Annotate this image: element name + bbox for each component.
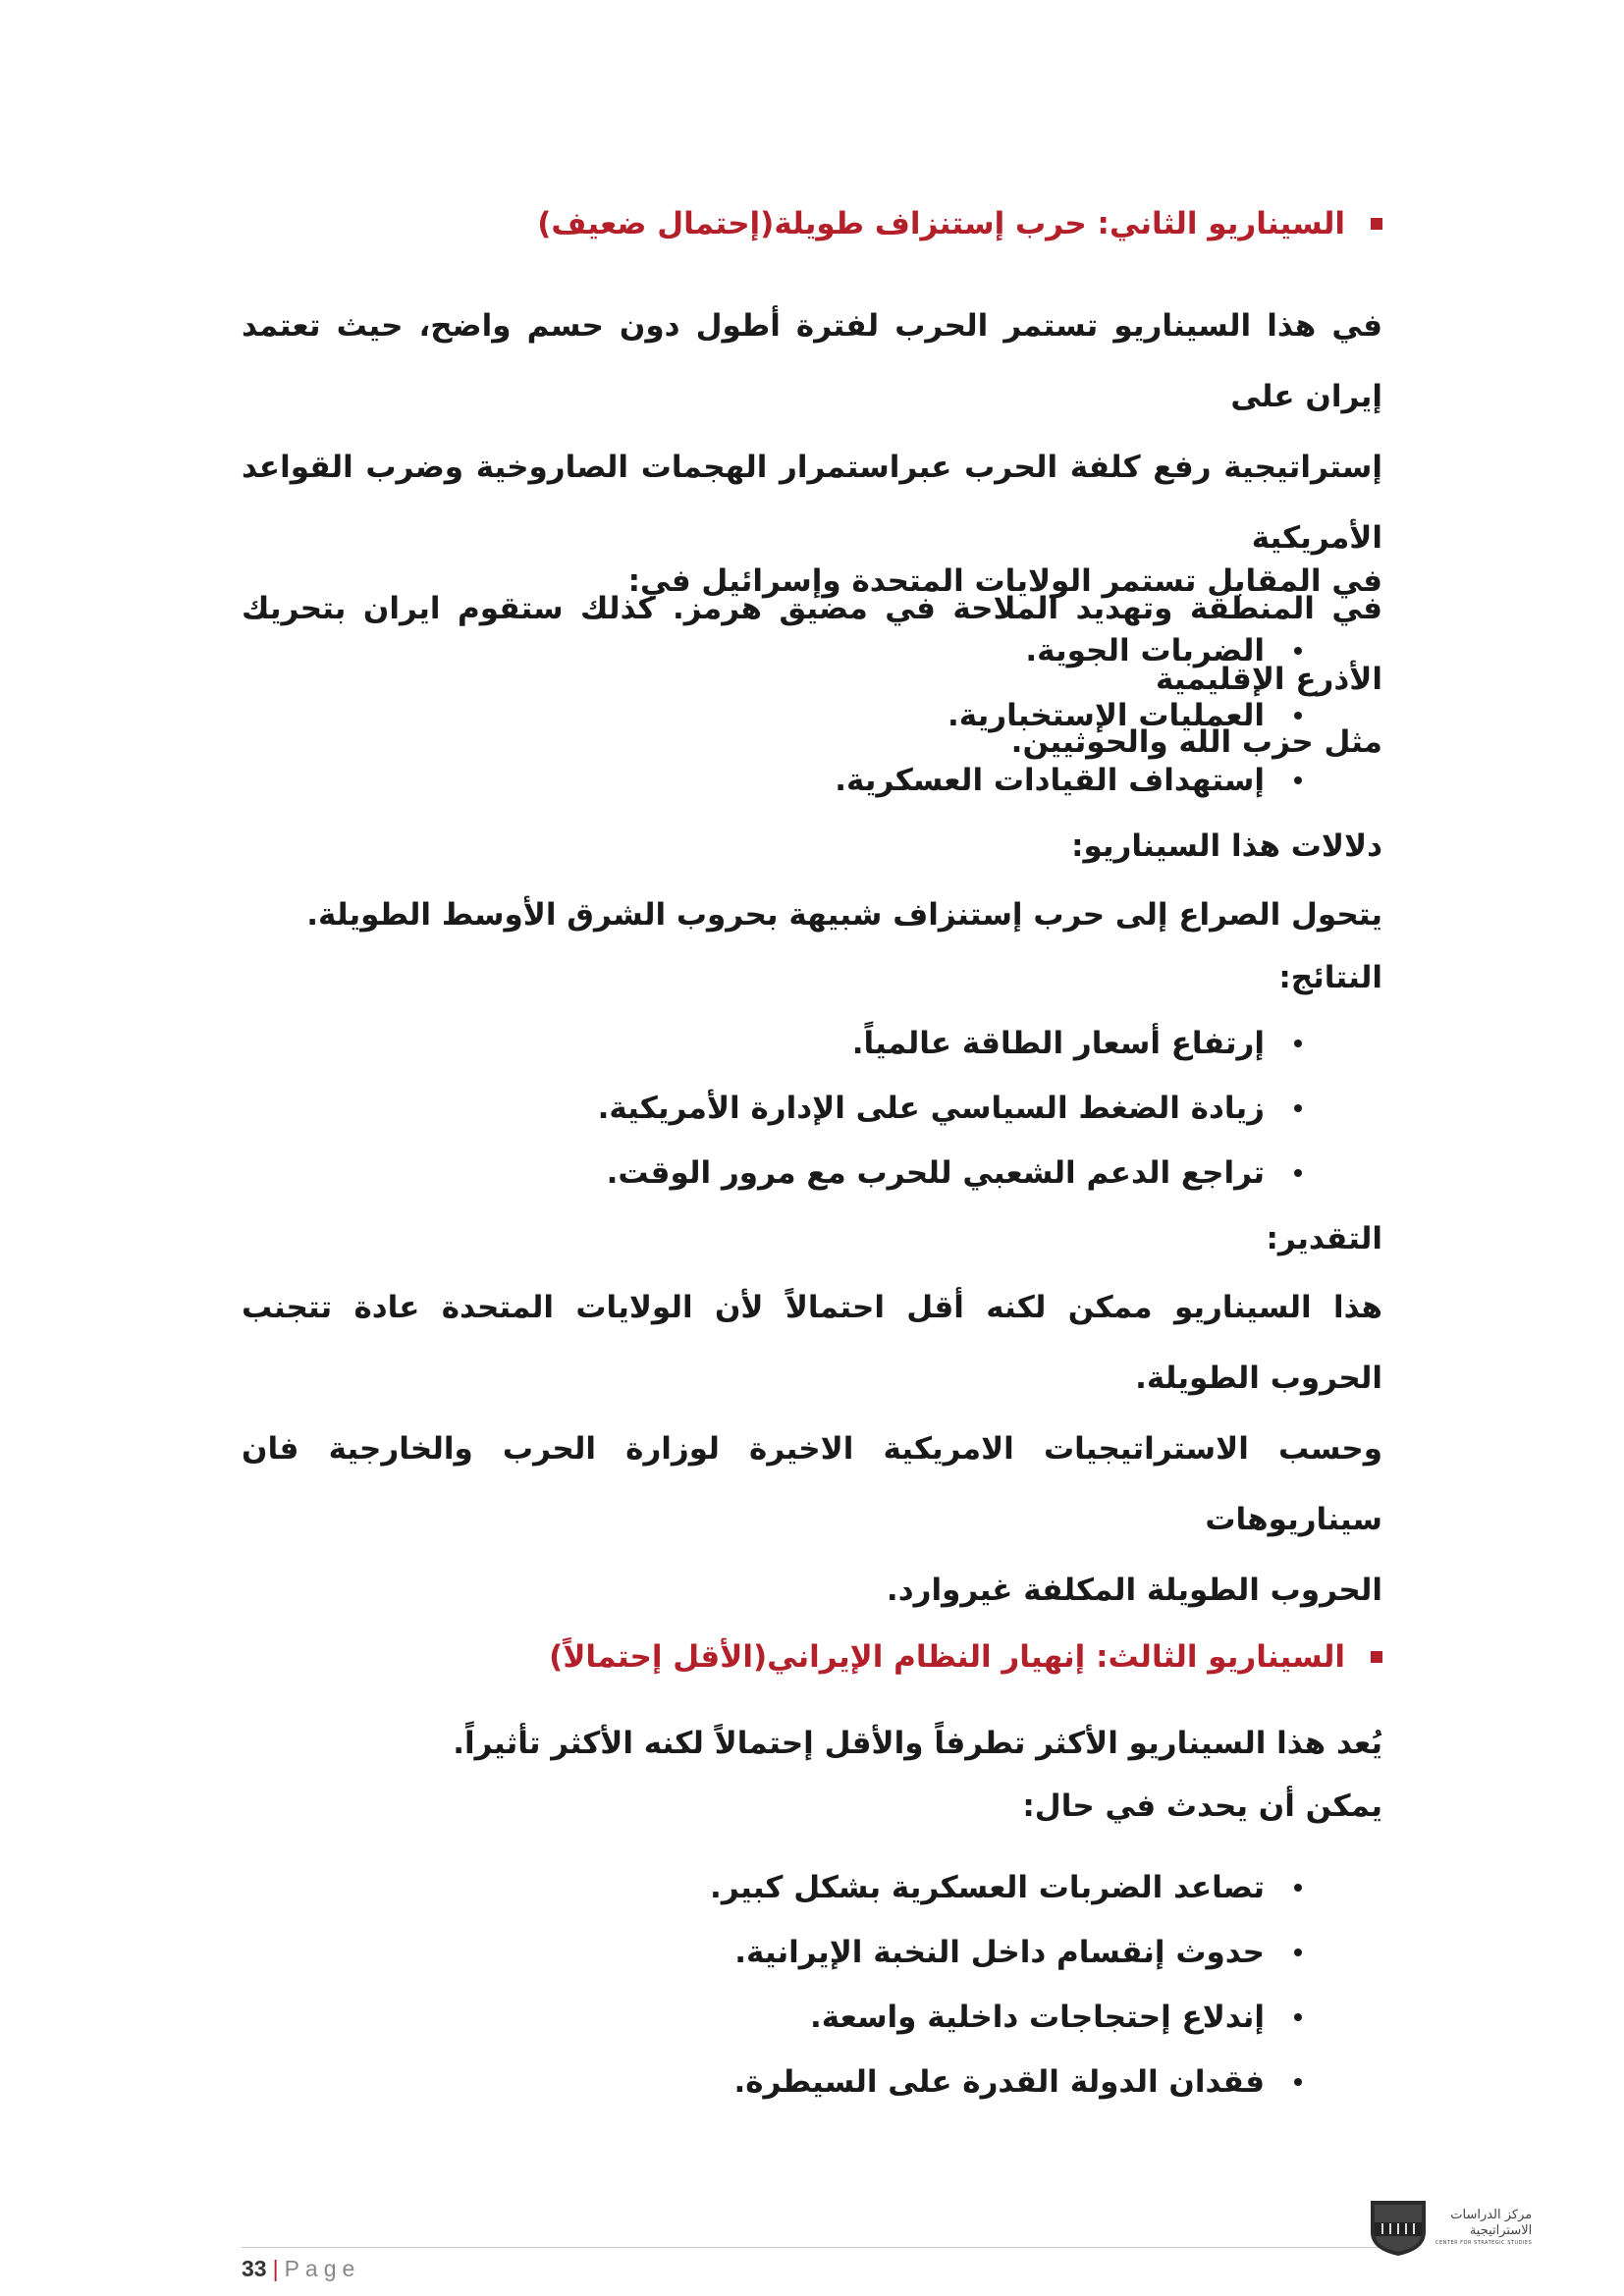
list-item: إندلاع إحتجاجات داخلية واسعة. — [242, 1985, 1382, 2050]
center-logo — [1367, 2197, 1534, 2258]
bullet-dot-icon — [1294, 1169, 1302, 1177]
list-item: إستهداف القيادات العسكرية. — [242, 748, 1382, 813]
paragraph-line: في هذا السيناريو تستمر الحرب لفترة أطول دون حسم واضح، حيث تعتمد إيران على — [242, 308, 1382, 414]
shield-logo-icon — [1367, 2197, 1430, 2258]
paragraph-line: إستراتيجية رفع كلفة الحرب عبراستمرار الهجمات الصاروخية وضرب القواعد الأمريكية — [242, 450, 1382, 556]
paragraph-line: الحروب الطويلة المكلفة غيروارد. — [886, 1573, 1382, 1608]
bullet-dot-icon — [1294, 1104, 1302, 1112]
bullet-dot-icon — [1294, 2013, 1302, 2021]
scenario-3-heading — [549, 1639, 1382, 1675]
scenario-3-intro: يُعد هذا السيناريو الأكثر تطرفاً والأقل إحتمالاً لكنه الأكثر تأثيراً. — [453, 1726, 1382, 1761]
scenario-2-heading-text: السيناريو الثاني: حرب إستنزاف طويلة(إحتمال ضعيف) — [537, 206, 1345, 241]
us-israel-intro: في المقابل تستمر الولايات المتحدة وإسرائيل في: — [627, 563, 1382, 599]
list-item: زيادة الضغط السياسي على الإدارة الأمريكية. — [242, 1076, 1382, 1141]
list-item: تصاعد الضربات العسكرية بشكل كبير. — [242, 1855, 1382, 1920]
bullet-dot-icon — [1294, 1949, 1302, 1956]
list-item: إرتفاع أسعار الطاقة عالمياً. — [242, 1011, 1382, 1076]
list-item: فقدان الدولة القدرة على السيطرة. — [242, 2050, 1382, 2114]
bullet-dot-icon — [1294, 2078, 1302, 2086]
paragraph-line: هذا السيناريو ممكن لكنه أقل احتمالاً لأن الولايات المتحدة عادة تتجنب الحروب الطويلة. — [242, 1290, 1382, 1396]
conditions-list — [242, 1855, 1382, 2114]
logo-text: مركز الدراسات الاستراتيجية CENTER FOR STRATEGIC STUDIES — [1435, 2208, 1533, 2246]
bullet-dot-icon — [1294, 1040, 1302, 1047]
bullet-dot-icon — [1294, 1884, 1302, 1892]
footer-divider — [242, 2247, 1400, 2248]
list-item: حدوث إنقسام داخل النخبة الإيرانية. — [242, 1920, 1382, 1985]
conditions-label: يمكن أن يحدث في حال: — [1022, 1789, 1382, 1824]
implications-label: دلالات هذا السيناريو: — [1071, 828, 1382, 864]
paragraph-line: وحسب الاستراتيجيات الامريكية الاخيرة لوزارة الحرب والخارجية فان سيناريوهات — [242, 1431, 1382, 1537]
square-bullet-icon — [1371, 218, 1382, 230]
assessment-label: التقدير: — [1266, 1221, 1382, 1256]
paragraph-line: في المنطقة وتهديد الملاحة في مضيق هرمز. كذلك ستقوم ايران بتحريك الأذرع الإقليمية — [242, 591, 1382, 697]
page-number: 33 | Page — [242, 2256, 361, 2281]
implications-text: يتحول الصراع إلى حرب إستنزاف شبيهة بحروب الشرق الأوسط الطويلة. — [306, 897, 1382, 933]
bullet-dot-icon — [1294, 647, 1302, 655]
list-item: تراجع الدعم الشعبي للحرب مع مرور الوقت. — [242, 1141, 1382, 1205]
scenario-2-heading — [537, 206, 1382, 241]
bullet-dot-icon — [1294, 712, 1302, 720]
assessment-paragraph — [242, 1272, 1382, 1626]
us-israel-list — [242, 618, 1382, 813]
scenario-3-heading-text: السيناريو الثالث: إنهيار النظام الإيراني(الأقل إحتمالاً) — [549, 1639, 1345, 1675]
paragraph-line: مثل حزب الله والحوثيين. — [1010, 724, 1382, 760]
bullet-dot-icon — [1294, 776, 1302, 784]
list-item: الضربات الجوية. — [242, 618, 1382, 683]
list-item: العمليات الإستخبارية. — [242, 683, 1382, 748]
results-label: النتائج: — [1278, 960, 1382, 995]
square-bullet-icon — [1371, 1651, 1382, 1663]
results-list — [242, 1011, 1382, 1205]
